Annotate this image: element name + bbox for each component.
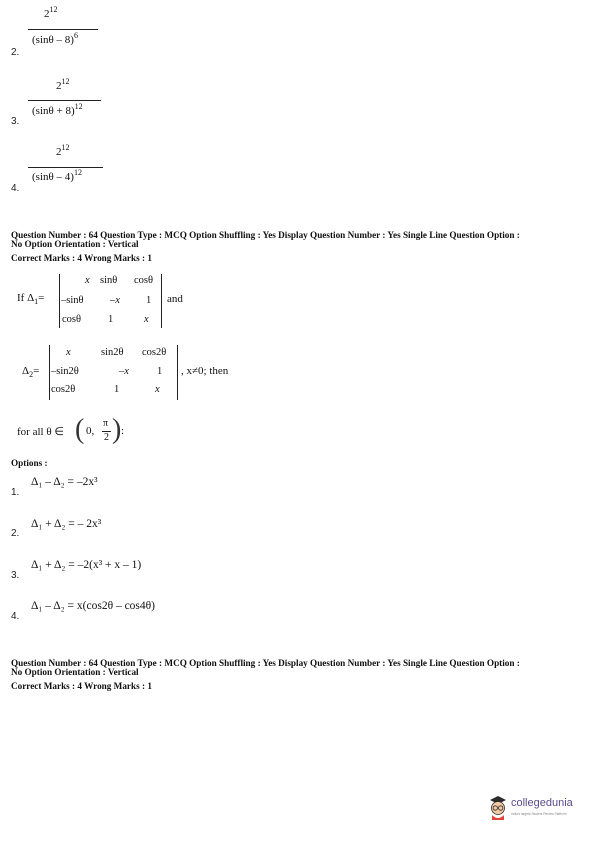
matrix-cell: –sinθ: [61, 295, 84, 306]
collegedunia-logo: [487, 794, 587, 824]
interval-colon: :: [121, 425, 125, 437]
option-number: 3.: [11, 570, 20, 581]
fraction-bar: [28, 29, 98, 30]
fraction-bar: [28, 100, 101, 101]
matrix-cell: –x: [110, 295, 120, 306]
matrix-cell: cos2θ: [142, 347, 167, 358]
delta2-label: $\Delta_2=$: [22, 365, 40, 379]
mascot-icon: [487, 794, 509, 820]
option-number: 4.: [11, 183, 20, 194]
condition-text: , x≠0; then: [181, 365, 229, 377]
option-text: Δ₁ – Δ₂ = x(cos2θ – cos4θ): [31, 600, 155, 612]
options-label: Options :: [11, 458, 48, 468]
matrix-cell: 1: [157, 366, 163, 377]
for-all-text: for all θ ∈: [17, 426, 64, 438]
option-number: 2.: [11, 528, 20, 539]
option-number: 2.: [11, 47, 20, 58]
option-text: Δ₁ + Δ₂ = – 2x³: [31, 518, 102, 530]
fraction-numerator: $2^{12}$: [56, 143, 70, 158]
matrix-cell: –x: [119, 366, 129, 377]
logo-wordmark: collegedunia: [511, 797, 573, 809]
and-text: and: [167, 293, 183, 305]
matrix-cell: sin2θ: [101, 347, 124, 358]
paren-left: (: [75, 414, 85, 445]
matrix-cell: –sin2θ: [51, 366, 79, 377]
option-number: 1.: [11, 487, 20, 498]
matrix-cell: x: [144, 314, 149, 325]
fraction-numerator: $2^{12}$: [44, 5, 58, 20]
matrix-cell: 1: [146, 295, 152, 306]
interval-start: 0,: [86, 425, 95, 437]
question-meta-line1: Question Number : 64 Question Type : MCQ Option Shuffling : Yes Display Question Number : Yes Single Line Question Option :: [11, 230, 520, 240]
determinant-right-bar: [177, 345, 178, 400]
determinant-left-bar: [59, 274, 60, 328]
fraction-numerator: $2^{12}$: [56, 77, 70, 92]
interval-pi: π: [103, 418, 109, 429]
question-marks: Correct Marks : 4 Wrong Marks : 1: [11, 253, 152, 263]
fraction-bar: [28, 167, 103, 168]
question-marks: Correct Marks : 4 Wrong Marks : 1: [11, 681, 152, 691]
interval-two: 2: [104, 432, 109, 443]
fraction-denominator: $(\sin\theta + 8)^{12}$: [32, 102, 83, 117]
logo-tagline: India's largest Student Review Platform: [511, 812, 567, 816]
option-text: Δ₁ – Δ₂ = –2x³: [31, 476, 98, 488]
matrix-cell: sinθ: [100, 275, 118, 286]
paren-right: ): [112, 414, 122, 445]
determinant-right-bar: [161, 274, 162, 328]
matrix-cell: cosθ: [134, 275, 154, 286]
question-meta-line2: No Option Orientation : Vertical: [11, 239, 139, 249]
matrix-cell: cos2θ: [51, 384, 76, 395]
question-meta-line2: No Option Orientation : Vertical: [11, 667, 139, 677]
matrix-cell: cosθ: [62, 314, 82, 325]
matrix-cell: 1: [108, 314, 114, 325]
option-number: 3.: [11, 116, 20, 127]
if-delta1-label: If $\Delta_1=$: [17, 292, 45, 306]
option-text: Δ₁ + Δ₂ = –2(x³ + x – 1): [31, 559, 142, 571]
matrix-cell: x: [66, 347, 71, 358]
fraction-denominator: (sinθ – 8)$^6$: [32, 31, 78, 46]
fraction-denominator: (sinθ – 4)$^{12}$: [32, 168, 82, 183]
matrix-cell: x: [85, 275, 90, 286]
question-meta-line1: Question Number : 64 Question Type : MCQ Option Shuffling : Yes Display Question Number : Yes Single Line Question Option :: [11, 658, 520, 668]
option-number: 4.: [11, 611, 20, 622]
matrix-cell: 1: [114, 384, 120, 395]
matrix-cell: x: [155, 384, 160, 395]
determinant-left-bar: [49, 345, 50, 400]
